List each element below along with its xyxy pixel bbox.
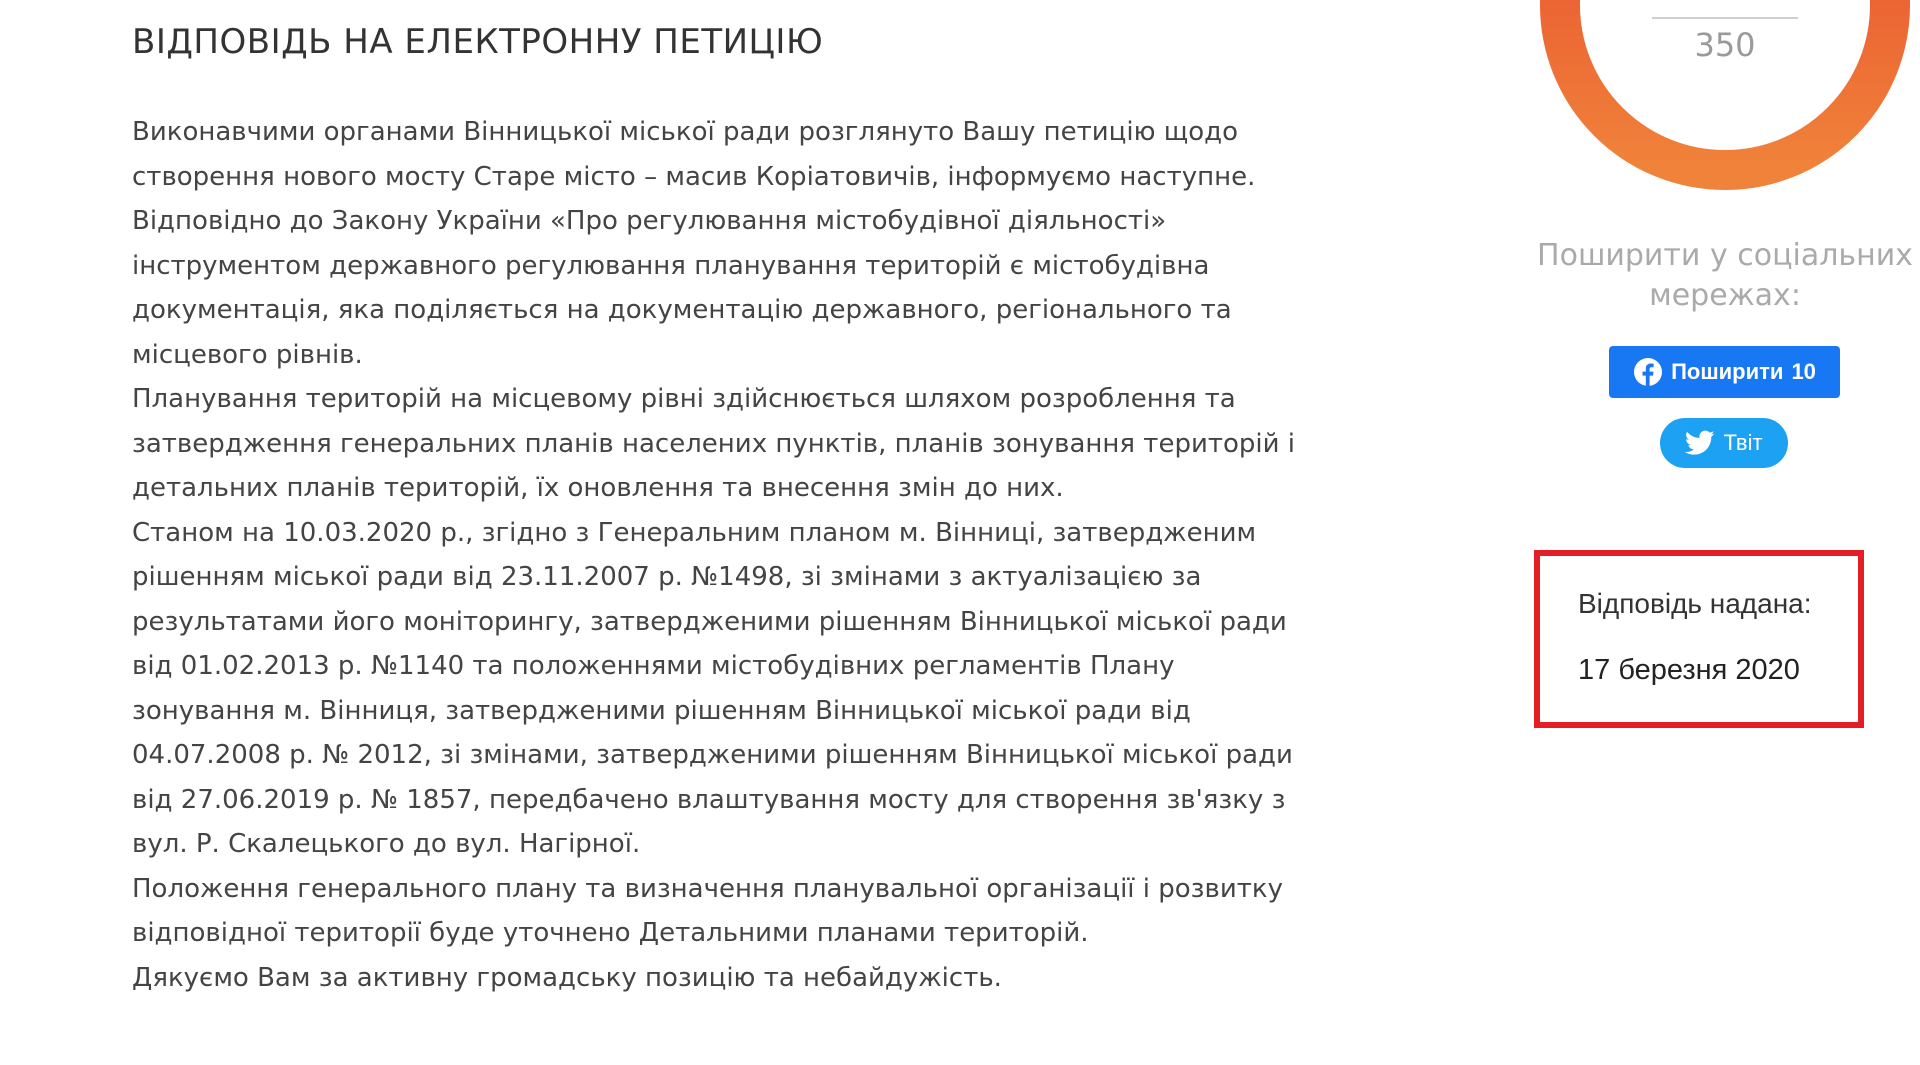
- page-title: ВІДПОВІДЬ НА ЕЛЕКТРОННУ ПЕТИЦІЮ: [132, 22, 824, 62]
- twitter-bird-icon: [1685, 430, 1715, 456]
- share-heading-line: Поширити у соціальних: [1537, 238, 1913, 273]
- facebook-icon: [1633, 357, 1663, 387]
- sidebar: [1500, 0, 1920, 1065]
- share-heading: [1500, 236, 1920, 316]
- counter-divider: [1652, 17, 1798, 19]
- facebook-share-label: Поширити: [1671, 359, 1784, 384]
- twitter-share-button[interactable]: [1660, 418, 1788, 468]
- answer-text-line: інструментом державного регулювання планування територій є містобудівна: [132, 250, 1210, 281]
- answer-text: [132, 110, 1412, 1000]
- share-heading-line: мережах:: [1649, 278, 1801, 313]
- answer-text-line: Станом на 10.03.2020 р., згідно з Генеральним планом м. Вінниці, затвердженим: [132, 517, 1257, 548]
- signature-target: 350: [1694, 26, 1756, 64]
- answer-text-line: Планування територій на місцевому рівні здійснюється шляхом розроблення та: [132, 384, 1236, 414]
- petition-answer-section: [132, 18, 1412, 1000]
- answer-text-line: Дякуємо Вам за активну громадську позицію та небайдужість.: [132, 962, 1002, 993]
- signature-counter: [1540, 0, 1910, 190]
- answer-text-line: документація, яка поділяється на документацію державного, регіонального та: [132, 295, 1232, 325]
- answer-text-line: створення нового мосту Старе місто – масив Коріатовичів, інформуємо наступне.: [132, 161, 1256, 192]
- answer-text-line: від 27.06.2019 р. № 1857, передбачено влаштування мосту для створення зв'язку з: [132, 784, 1286, 815]
- answer-text-line: затвердження генеральних планів населених пунктів, планів зонування територій і: [132, 428, 1296, 459]
- twitter-share-label: Твіт: [1723, 430, 1763, 455]
- answer-text-line: рішенням міської ради від 23.11.2007 р. №1498, зі змінами з актуалізацією за: [132, 562, 1202, 592]
- answer-text-line: 04.07.2008 р. № 2012, зі змінами, затвердженими рішенням Вінницької міської ради: [132, 740, 1293, 770]
- answer-text-line: від 01.02.2013 р. №1140 та положеннями містобудівних регламентів Плану: [132, 651, 1175, 681]
- answer-text-line: зонування м. Вінниця, затвердженими рішенням Вінницької міської ради від: [132, 695, 1191, 726]
- facebook-share-count: 10: [1791, 359, 1816, 384]
- answer-text-line: результатами його моніторингу, затвердженими рішенням Вінницької міської ради: [132, 606, 1287, 637]
- answer-date-value: 17 березня 2020: [1578, 654, 1800, 686]
- answer-text-line: місцевого рівнів.: [132, 339, 363, 370]
- answer-text-line: вул. Р. Скалецького до вул. Нагірної.: [132, 829, 641, 859]
- answer-text-line: відповідної території буде уточнено Детальними планами територій.: [132, 918, 1089, 948]
- answer-text-line: Відповідно до Закону України «Про регулювання містобудівної діяльності»: [132, 206, 1167, 236]
- answer-text-line: Положення генерального плану та визначення планувальної організації і розвитку: [132, 873, 1283, 904]
- answer-text-line: Виконавчими органами Вінницької міської ради розглянуто Вашу петицію щодо: [132, 117, 1239, 147]
- answer-date-box: [1534, 550, 1864, 728]
- facebook-share-button[interactable]: [1609, 346, 1840, 398]
- answer-text-line: детальних планів територій, їх оновлення та внесення змін до них.: [132, 473, 1064, 503]
- answer-date-label: Відповідь надана:: [1578, 588, 1812, 619]
